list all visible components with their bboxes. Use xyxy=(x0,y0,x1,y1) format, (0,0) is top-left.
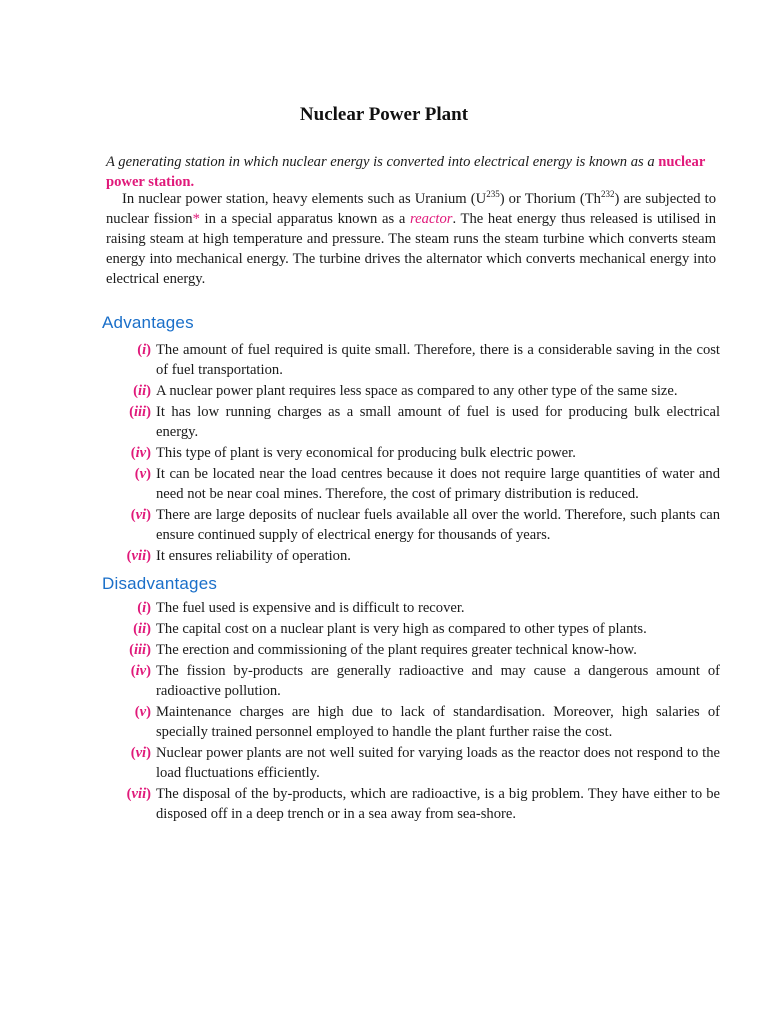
disadvantage-item-text: The capital cost on a nuclear plant is very high as compared to other types of plants. xyxy=(156,621,647,637)
advantages-heading: Advantages xyxy=(102,313,194,332)
disadvantage-item-text: The fuel used is expensive and is difficult to recover. xyxy=(156,600,465,616)
advantage-item xyxy=(104,546,720,566)
advantages-list xyxy=(104,340,720,567)
disadvantage-item-number: (v) xyxy=(134,704,151,720)
disadvantage-item xyxy=(104,661,720,701)
advantage-item-number: (iii) xyxy=(129,404,151,420)
intro-paragraph xyxy=(106,189,716,289)
footnote-star: * xyxy=(192,211,200,227)
advantage-item xyxy=(104,505,720,545)
disadvantage-item xyxy=(104,784,720,824)
disadvantage-item xyxy=(104,619,720,639)
thorium-superscript: 232 xyxy=(600,189,615,200)
advantage-item-text: It ensures reliability of operation. xyxy=(156,548,351,564)
disadvantage-item xyxy=(104,702,720,742)
advantage-item-text: It can be located near the load centres because it does not require large quantities of water and need not be near coal mines. Therefore, the cost of primary distribution is reduced. xyxy=(156,466,720,502)
disadvantage-item-number: (ii) xyxy=(133,621,151,637)
disadvantages-heading: Disadvantages xyxy=(102,574,218,593)
definition-paragraph xyxy=(106,152,718,192)
definition-text: A generating station in which nuclear energy is converted into electrical energy is known as a xyxy=(106,154,659,170)
page-title: Nuclear Power Plant xyxy=(299,104,469,125)
advantage-item-text: It has low running charges as a small amount of fuel is used for producing bulk electrical energy. xyxy=(156,404,720,440)
definition-highlight: nuclear power station. xyxy=(106,154,706,190)
intro-text-5: . The heat energy thus released is utilised in raising steam at high temperature and pressure. The steam runs the steam turbine which converts steam energy into mechanical energy. The turbine drives the alternator which converts mechanical energy into electrical energy. xyxy=(106,211,716,287)
disadvantage-item-text: Nuclear power plants are not well suited for varying loads as the reactor does not respond to the load fluctuations efficiently. xyxy=(156,745,720,781)
disadvantage-item-text: The erection and commissioning of the plant requires greater technical know-how. xyxy=(156,642,637,658)
advantage-item-text: The amount of fuel required is quite small. Therefore, there is a considerable saving in the cost of fuel transportation. xyxy=(156,342,720,378)
advantage-item-number: (vii) xyxy=(126,548,151,564)
disadvantage-item-number: (iv) xyxy=(130,663,151,679)
advantage-item xyxy=(104,464,720,504)
advantage-item-number: (vi) xyxy=(130,507,151,523)
intro-text-2: ) or Thorium (Th xyxy=(499,191,601,207)
disadvantage-item-text: The disposal of the by-products, which are radioactive, is a big problem. They have either to be disposed off in a deep trench or in a sea away from sea-shore. xyxy=(156,786,720,822)
advantage-item xyxy=(104,443,720,463)
disadvantages-list xyxy=(104,598,720,825)
disadvantage-item-text: The fission by-products are generally radioactive and may cause a dangerous amount of radioactive pollution. xyxy=(156,663,720,699)
disadvantage-item xyxy=(104,640,720,660)
disadvantage-item-number: (i) xyxy=(137,600,151,616)
advantage-item-number: (i) xyxy=(137,342,151,358)
disadvantage-item xyxy=(104,598,720,618)
advantage-item-text: A nuclear power plant requires less space as compared to any other type of the same size. xyxy=(156,383,678,399)
advantage-item-number: (iv) xyxy=(130,445,151,461)
advantage-item-text: This type of plant is very economical for producing bulk electric power. xyxy=(156,445,576,461)
intro-text-3: ) are subjected to nuclear fission xyxy=(106,191,716,227)
intro-text-4: in a special apparatus known as a xyxy=(199,211,411,227)
disadvantage-item-text: Maintenance charges are high due to lack of standardisation. Moreover, high salaries of specially trained personnel employed to handle the plant further raise the cost. xyxy=(156,704,720,740)
uranium-superscript: 235 xyxy=(486,189,500,200)
disadvantage-item-number: (iii) xyxy=(129,642,151,658)
advantage-item-number: (ii) xyxy=(133,383,151,399)
advantage-item xyxy=(104,381,720,401)
reactor-term: reactor xyxy=(410,211,453,227)
advantage-item xyxy=(104,340,720,380)
advantage-item-text: There are large deposits of nuclear fuels available all over the world. Therefore, such plants can ensure continued supply of electrical energy for thousands of years. xyxy=(156,507,720,543)
disadvantage-item xyxy=(104,743,720,783)
advantage-item xyxy=(104,402,720,442)
intro-text-1: In nuclear power station, heavy elements such as Uranium (U xyxy=(122,191,487,207)
disadvantage-item-number: (vii) xyxy=(126,786,151,802)
disadvantage-item-number: (vi) xyxy=(130,745,151,761)
advantage-item-number: (v) xyxy=(134,466,151,482)
